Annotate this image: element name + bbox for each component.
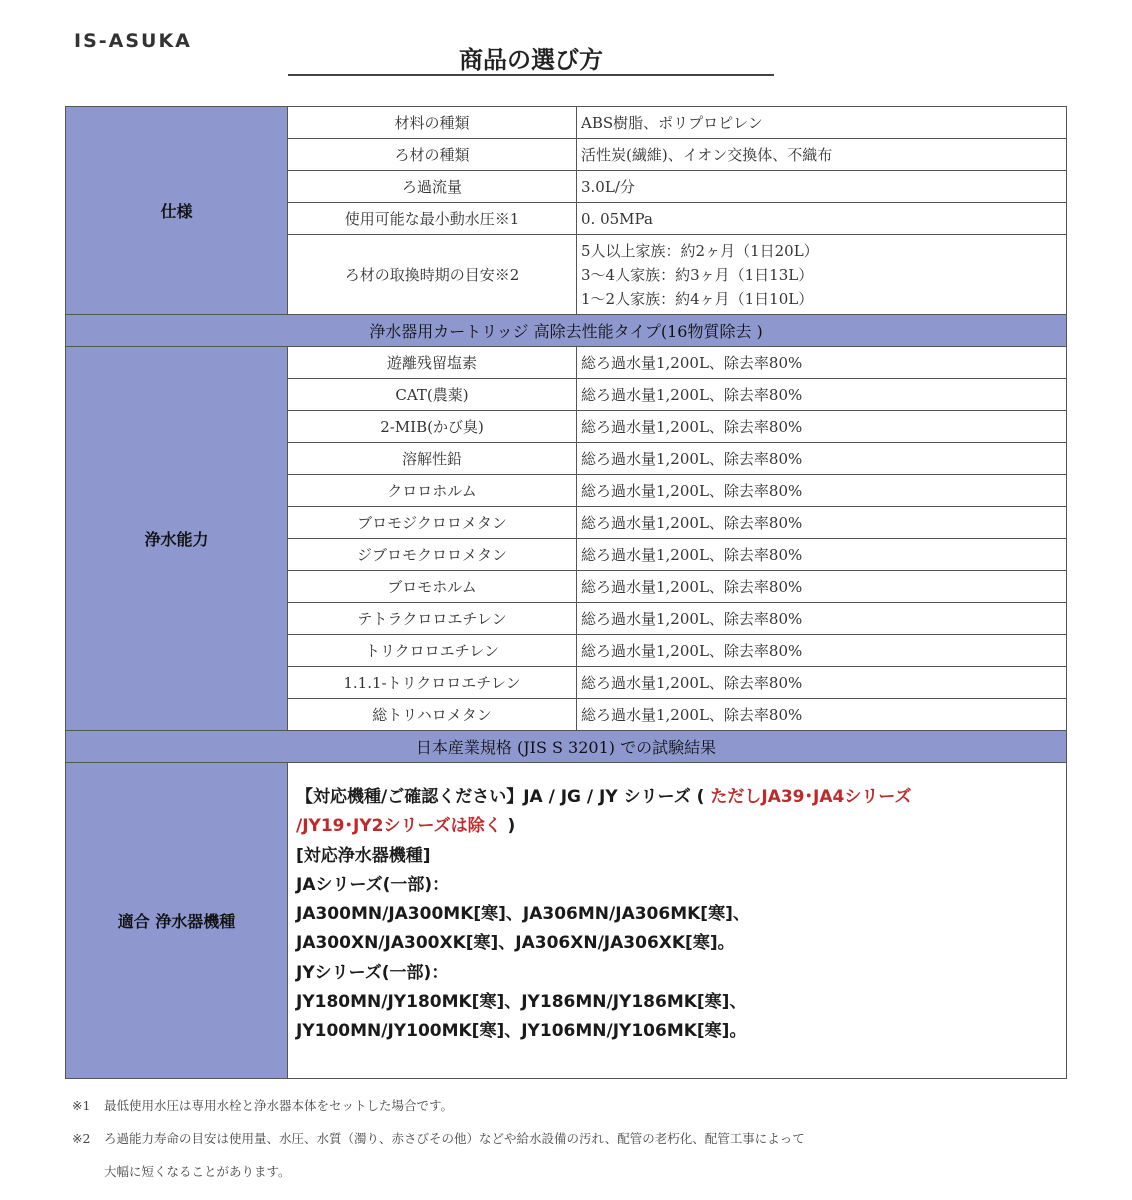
substance-label: トリクロロエチレン xyxy=(288,635,577,667)
substance-label: 遊離残留塩素 xyxy=(288,347,577,379)
substance-label: 溶解性鉛 xyxy=(288,443,577,475)
substance-value: 総ろ過水量1,200L、除去率80% xyxy=(577,635,1067,667)
footnote xyxy=(72,1162,291,1180)
footnote-text: 大幅に短くなることがあります。 xyxy=(104,1164,291,1179)
spec-label: 使用可能な最小動水圧※1 xyxy=(288,203,577,235)
compat-prefix: 【対応機種/ご確認ください】JA / JG / JY シリーズ ( xyxy=(296,787,705,807)
compat-details xyxy=(288,763,1067,1079)
substance-value: 総ろ過水量1,200L、除去率80% xyxy=(577,347,1067,379)
spec-value: 0. 05MPa xyxy=(577,203,1067,235)
spec-label: ろ過流量 xyxy=(288,171,577,203)
substance-value: 総ろ過水量1,200L、除去率80% xyxy=(577,539,1067,571)
substance-label: ジブロモクロロメタン xyxy=(288,539,577,571)
spec-label: 材料の種類 xyxy=(288,107,577,139)
substance-value: 総ろ過水量1,200L、除去率80% xyxy=(577,443,1067,475)
compat-line: JYシリーズ(一部)： xyxy=(296,962,449,983)
spec-table xyxy=(65,106,1067,1079)
compat-line: [対応浄水器機種] xyxy=(296,845,431,866)
substance-label: 1.1.1-トリクロロエチレン xyxy=(288,667,577,699)
compat-line: JA300MN/JA300MK[寒]、JA306MN/JA306MK[寒]、 xyxy=(296,904,750,925)
substance-value: 総ろ過水量1,200L、除去率80% xyxy=(577,507,1067,539)
substance-value: 総ろ過水量1,200L、除去率80% xyxy=(577,571,1067,603)
spec-value: ABS樹脂、ポリプロピレン xyxy=(577,107,1067,139)
compat-line xyxy=(296,783,1058,812)
compat-line: JA300XN/JA300XK[寒]、JA306XN/JA306XK[寒]。 xyxy=(296,933,735,954)
category-spec: 仕様 xyxy=(66,107,288,315)
substance-value: 総ろ過水量1,200L、除去率80% xyxy=(577,699,1067,731)
compat-line: JY180MN/JY180MK[寒]、JY186MN/JY186MK[寒]、 xyxy=(296,992,747,1013)
compat-line: JAシリーズ(一部)： xyxy=(296,874,450,895)
footnote xyxy=(72,1129,805,1147)
substance-label: ブロモジクロロメタン xyxy=(288,507,577,539)
title-underline xyxy=(288,74,774,76)
table-row xyxy=(66,347,1067,379)
substance-label: CAT(農薬) xyxy=(288,379,577,411)
footnote-mark: ※2 xyxy=(72,1131,91,1146)
cartridge-band: 浄水器用カートリッジ 高除去性能タイプ(16物質除去 ) xyxy=(66,315,1067,347)
brand-logo: IS-ASUKA xyxy=(74,30,192,52)
substance-value: 総ろ過水量1,200L、除去率80% xyxy=(577,411,1067,443)
substance-label: 2-MIB(かび臭) xyxy=(288,411,577,443)
substance-value: 総ろ過水量1,200L、除去率80% xyxy=(577,379,1067,411)
page-title: 商品の選び方 xyxy=(459,46,603,74)
substance-value: 総ろ過水量1,200L、除去率80% xyxy=(577,667,1067,699)
spec-value: 活性炭(繊維)、イオン交換体、不織布 xyxy=(577,139,1067,171)
footnote-text: ろ過能力寿命の目安は使用量、水圧、水質（濁り、赤さびその他）などや給水設備の汚れ、配管の老朽化、配管工事によって xyxy=(104,1131,805,1146)
compat-line: JY100MN/JY100MK[寒]、JY106MN/JY106MK[寒]。 xyxy=(296,1021,747,1042)
schedule-line: 5人以上家族：約2ヶ月（1日20L） xyxy=(581,241,819,260)
replacement-schedule xyxy=(577,235,1067,315)
exclusion-note: ただしJA39･JA4シリーズ xyxy=(704,787,912,807)
footnote-mark: ※1 xyxy=(72,1098,91,1113)
compat-line xyxy=(296,812,1058,841)
category-compat: 適合 浄水器機種 xyxy=(66,763,288,1079)
schedule-line: 3〜4人家族：約3ヶ月（1日13L） xyxy=(581,265,814,284)
substance-label: クロロホルム xyxy=(288,475,577,507)
compat-suffix: ) xyxy=(501,816,516,837)
spec-value: 3.0L/分 xyxy=(577,171,1067,203)
schedule-line: 1〜2人家族：約4ヶ月（1日10L） xyxy=(581,289,814,308)
category-filtration: 浄水能力 xyxy=(66,347,288,731)
footnote xyxy=(72,1096,453,1114)
substance-label: ブロモホルム xyxy=(288,571,577,603)
jis-band: 日本産業規格 (JIS S 3201) での試験結果 xyxy=(66,731,1067,763)
spec-label: ろ材の種類 xyxy=(288,139,577,171)
spec-row xyxy=(66,107,1067,139)
spec-label: ろ材の取換時期の目安※2 xyxy=(288,235,577,315)
footnote-text: 最低使用水圧は専用水栓と浄水器本体をセットした場合です。 xyxy=(104,1098,454,1113)
substance-label: 総トリハロメタン xyxy=(288,699,577,731)
substance-value: 総ろ過水量1,200L、除去率80% xyxy=(577,603,1067,635)
substance-value: 総ろ過水量1,200L、除去率80% xyxy=(577,475,1067,507)
exclusion-note: /JY19･JY2シリーズは除く xyxy=(296,816,502,837)
substance-label: テトラクロロエチレン xyxy=(288,603,577,635)
